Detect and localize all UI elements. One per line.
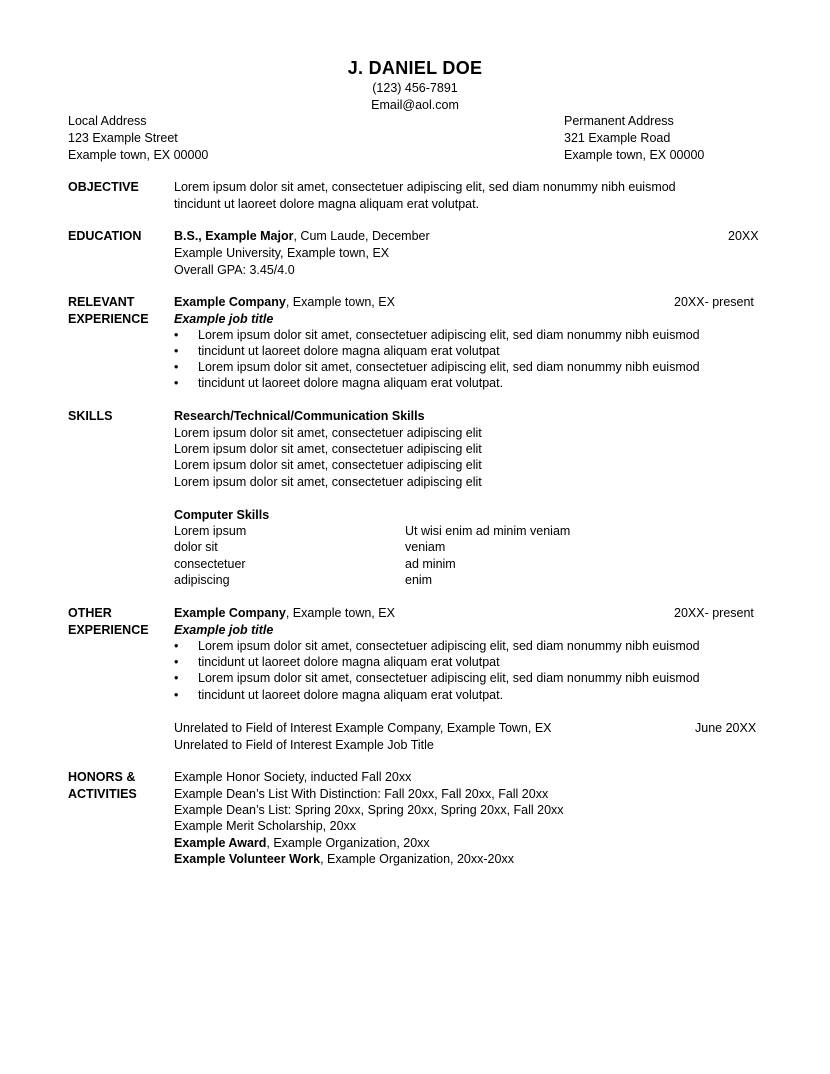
research-skill-line: Lorem ipsum dolor sit amet, consectetuer adipiscing elit [174,426,482,440]
computer-skill-left: Lorem ipsum [174,524,247,538]
relevant-experience-date: 20XX- present [674,295,754,309]
objective-line-1: Lorem ipsum dolor sit amet, consectetuer adipiscing elit, sed diam nonummy nibh euismod [174,180,676,194]
email-address: Email@aol.com [371,98,459,112]
relevant-experience-heading-2: EXPERIENCE [68,312,149,326]
computer-skill-right: Ut wisi enim ad minim veniam [405,524,571,538]
relevant-company-name: Example Company [174,295,286,309]
other-company-name: Example Company [174,606,286,620]
unrelated-job-title: Unrelated to Field of Interest Example Job Title [174,738,434,752]
research-skills-heading: Research/Technical/Communication Skills [174,409,425,423]
permanent-address-city: Example town, EX 00000 [564,148,705,162]
other-experience-heading-2: EXPERIENCE [68,623,149,637]
bullet-icon: • [174,688,179,702]
education-degree: B.S., Example Major [174,229,294,243]
honor-line: Example Dean’s List: Spring 20xx, Spring 20xx, Spring 20xx, Fall 20xx [174,803,564,817]
computer-skill-right: ad minim [405,557,456,571]
local-address-label: Local Address [68,114,147,128]
other-experience-date: 20XX- present [674,606,754,620]
relevant-job-title: Example job title [174,312,274,326]
skills-heading: SKILLS [68,409,113,423]
volunteer-line [174,851,514,868]
computer-skill-left: dolor sit [174,540,218,554]
honor-line: Example Honor Society, inducted Fall 20xx [174,770,412,784]
education-heading: EDUCATION [68,229,142,243]
resume-page: J. DANIEL DOE (123) 456-7891 Email@aol.com Local Address 123 Example Street Example town, EX 00000 Permanent Address 321 Example Road Example town, EX 00000 OBJECTIVE Lorem ipsum dolor sit amet, consectetuer adipiscing elit, sed diam nonummy nibh euismod tincidunt ut laoreet dolore magna aliquam erat volutpat. EDUCATION B.S., Example Major, Cum Laude, December 20XX Example University, Example town, EX Overall GPA: 3.45/4.0 RELEVANT EXPERIENCE Example Company, Example town, EX 20XX- present Example job title • Lorem ipsum dolor sit amet, consectetuer adipiscing elit, sed diam nonummy nibh euismod • tincidunt ut laoreet dolore magna aliquam erat volutpat • Lorem ipsum dolor sit amet, consectetuer adipiscing elit, sed diam nonummy nibh euismod • tincidunt ut laoreet dolore magna aliquam erat volutpat. SKILLS Research/Technical/Communication Skills Lorem ipsum dolor sit amet, consectetuer adipiscing elit Lorem ipsum dolor sit amet, consectetuer adipiscing elit Lorem ipsum dolor sit amet, consectetuer adipiscing elit Lorem ipsum dolor sit amet, consectetuer adipiscing elit Computer Skills Lorem ipsum dolor sit consectetuer adipiscing Ut wisi enim ad minim veniam veniam ad minim enim OTHER EXPERIENCE Example Company, Example town, EX 20XX- present Example job title • Lorem ipsum dolor sit amet, consectetuer adipiscing elit, sed diam nonummy nibh euismod • tincidunt ut laoreet dolore magna aliquam erat volutpat • Lorem ipsum dolor sit amet, consectetuer adipiscing elit, sed diam nonummy nibh euismod • tincidunt ut laoreet dolore magna aliquam erat volutpat. Unrelated to Field of Interest Example Company, Example Town, EX June 20XX Unrelated to Field of Interest Example Job Title HONORS & ACTIVITIES Example Honor Society, inducted Fall 20xx Example Dean’s List With Distinction: Fall 20xx, Fall 20xx, Fall 20xx Example Dean’s List: Spring 20xx, Spring 20xx, Spring 20xx, Fall 20xx Example Merit Scholarship, 20xx Example Award, Example Organization, 20xx Example Volunteer Work, Example Organization, 20xx-20xx [0,0,830,1074]
computer-skill-left: consectetuer [174,557,246,571]
objective-line-2: tincidunt ut laoreet dolore magna aliquam erat volutpat. [174,197,480,211]
bullet-icon: • [174,671,179,685]
unrelated-date: June 20XX [695,721,757,735]
education-school: Example University, Example town, EX [174,246,390,260]
bullet-icon: • [174,639,179,653]
relevant-company-location: , Example town, EX [285,295,395,309]
award-name: Example Award [174,836,267,850]
other-experience-heading-1: OTHER [68,606,112,620]
education-degree-line [174,228,430,245]
research-skill-line: Lorem ipsum dolor sit amet, consectetuer adipiscing elit [174,442,482,456]
local-address-city: Example town, EX 00000 [68,148,209,162]
objective-heading: OBJECTIVE [68,180,139,194]
award-line [174,835,430,852]
volunteer-detail: , Example Organization, 20xx-20xx [320,852,514,866]
bullet-icon: • [174,655,179,669]
education-date: 20XX [728,229,759,243]
education-gpa: Overall GPA: 3.45/4.0 [174,263,295,277]
research-skill-line: Lorem ipsum dolor sit amet, consectetuer adipiscing elit [174,475,482,489]
phone-number: (123) 456-7891 [372,81,458,95]
bullet-icon: • [174,360,179,374]
computer-skill-right: enim [405,573,433,587]
resume-name: J. DANIEL DOE [347,58,483,78]
award-detail: , Example Organization, 20xx [266,836,430,850]
relevant-experience-heading-1: RELEVANT [68,295,135,309]
education-degree-detail: , Cum Laude, December [293,229,430,243]
computer-skill-right: veniam [405,540,446,554]
local-address-street: 123 Example Street [68,131,178,145]
other-company-location: , Example town, EX [285,606,395,620]
honor-line: Example Dean’s List With Distinction: Fall 20xx, Fall 20xx, Fall 20xx [174,787,549,801]
honors-heading-1: HONORS & [68,770,136,784]
bullet-icon: • [174,376,179,390]
unrelated-company: Unrelated to Field of Interest Example Company, Example Town, EX [174,721,552,735]
honor-line: Example Merit Scholarship, 20xx [174,819,357,833]
bullet-icon: • [174,344,179,358]
computer-skill-left: adipiscing [174,573,230,587]
research-skill-line: Lorem ipsum dolor sit amet, consectetuer adipiscing elit [174,458,482,472]
bullet-icon: • [174,328,179,342]
honors-heading-2: ACTIVITIES [68,787,137,801]
computer-skills-heading: Computer Skills [174,508,270,522]
other-company-line [174,605,395,622]
relevant-company-line [174,294,395,311]
permanent-address-street: 321 Example Road [564,131,671,145]
permanent-address-label: Permanent Address [564,114,674,128]
volunteer-name: Example Volunteer Work [174,852,321,866]
other-job-title: Example job title [174,623,274,637]
